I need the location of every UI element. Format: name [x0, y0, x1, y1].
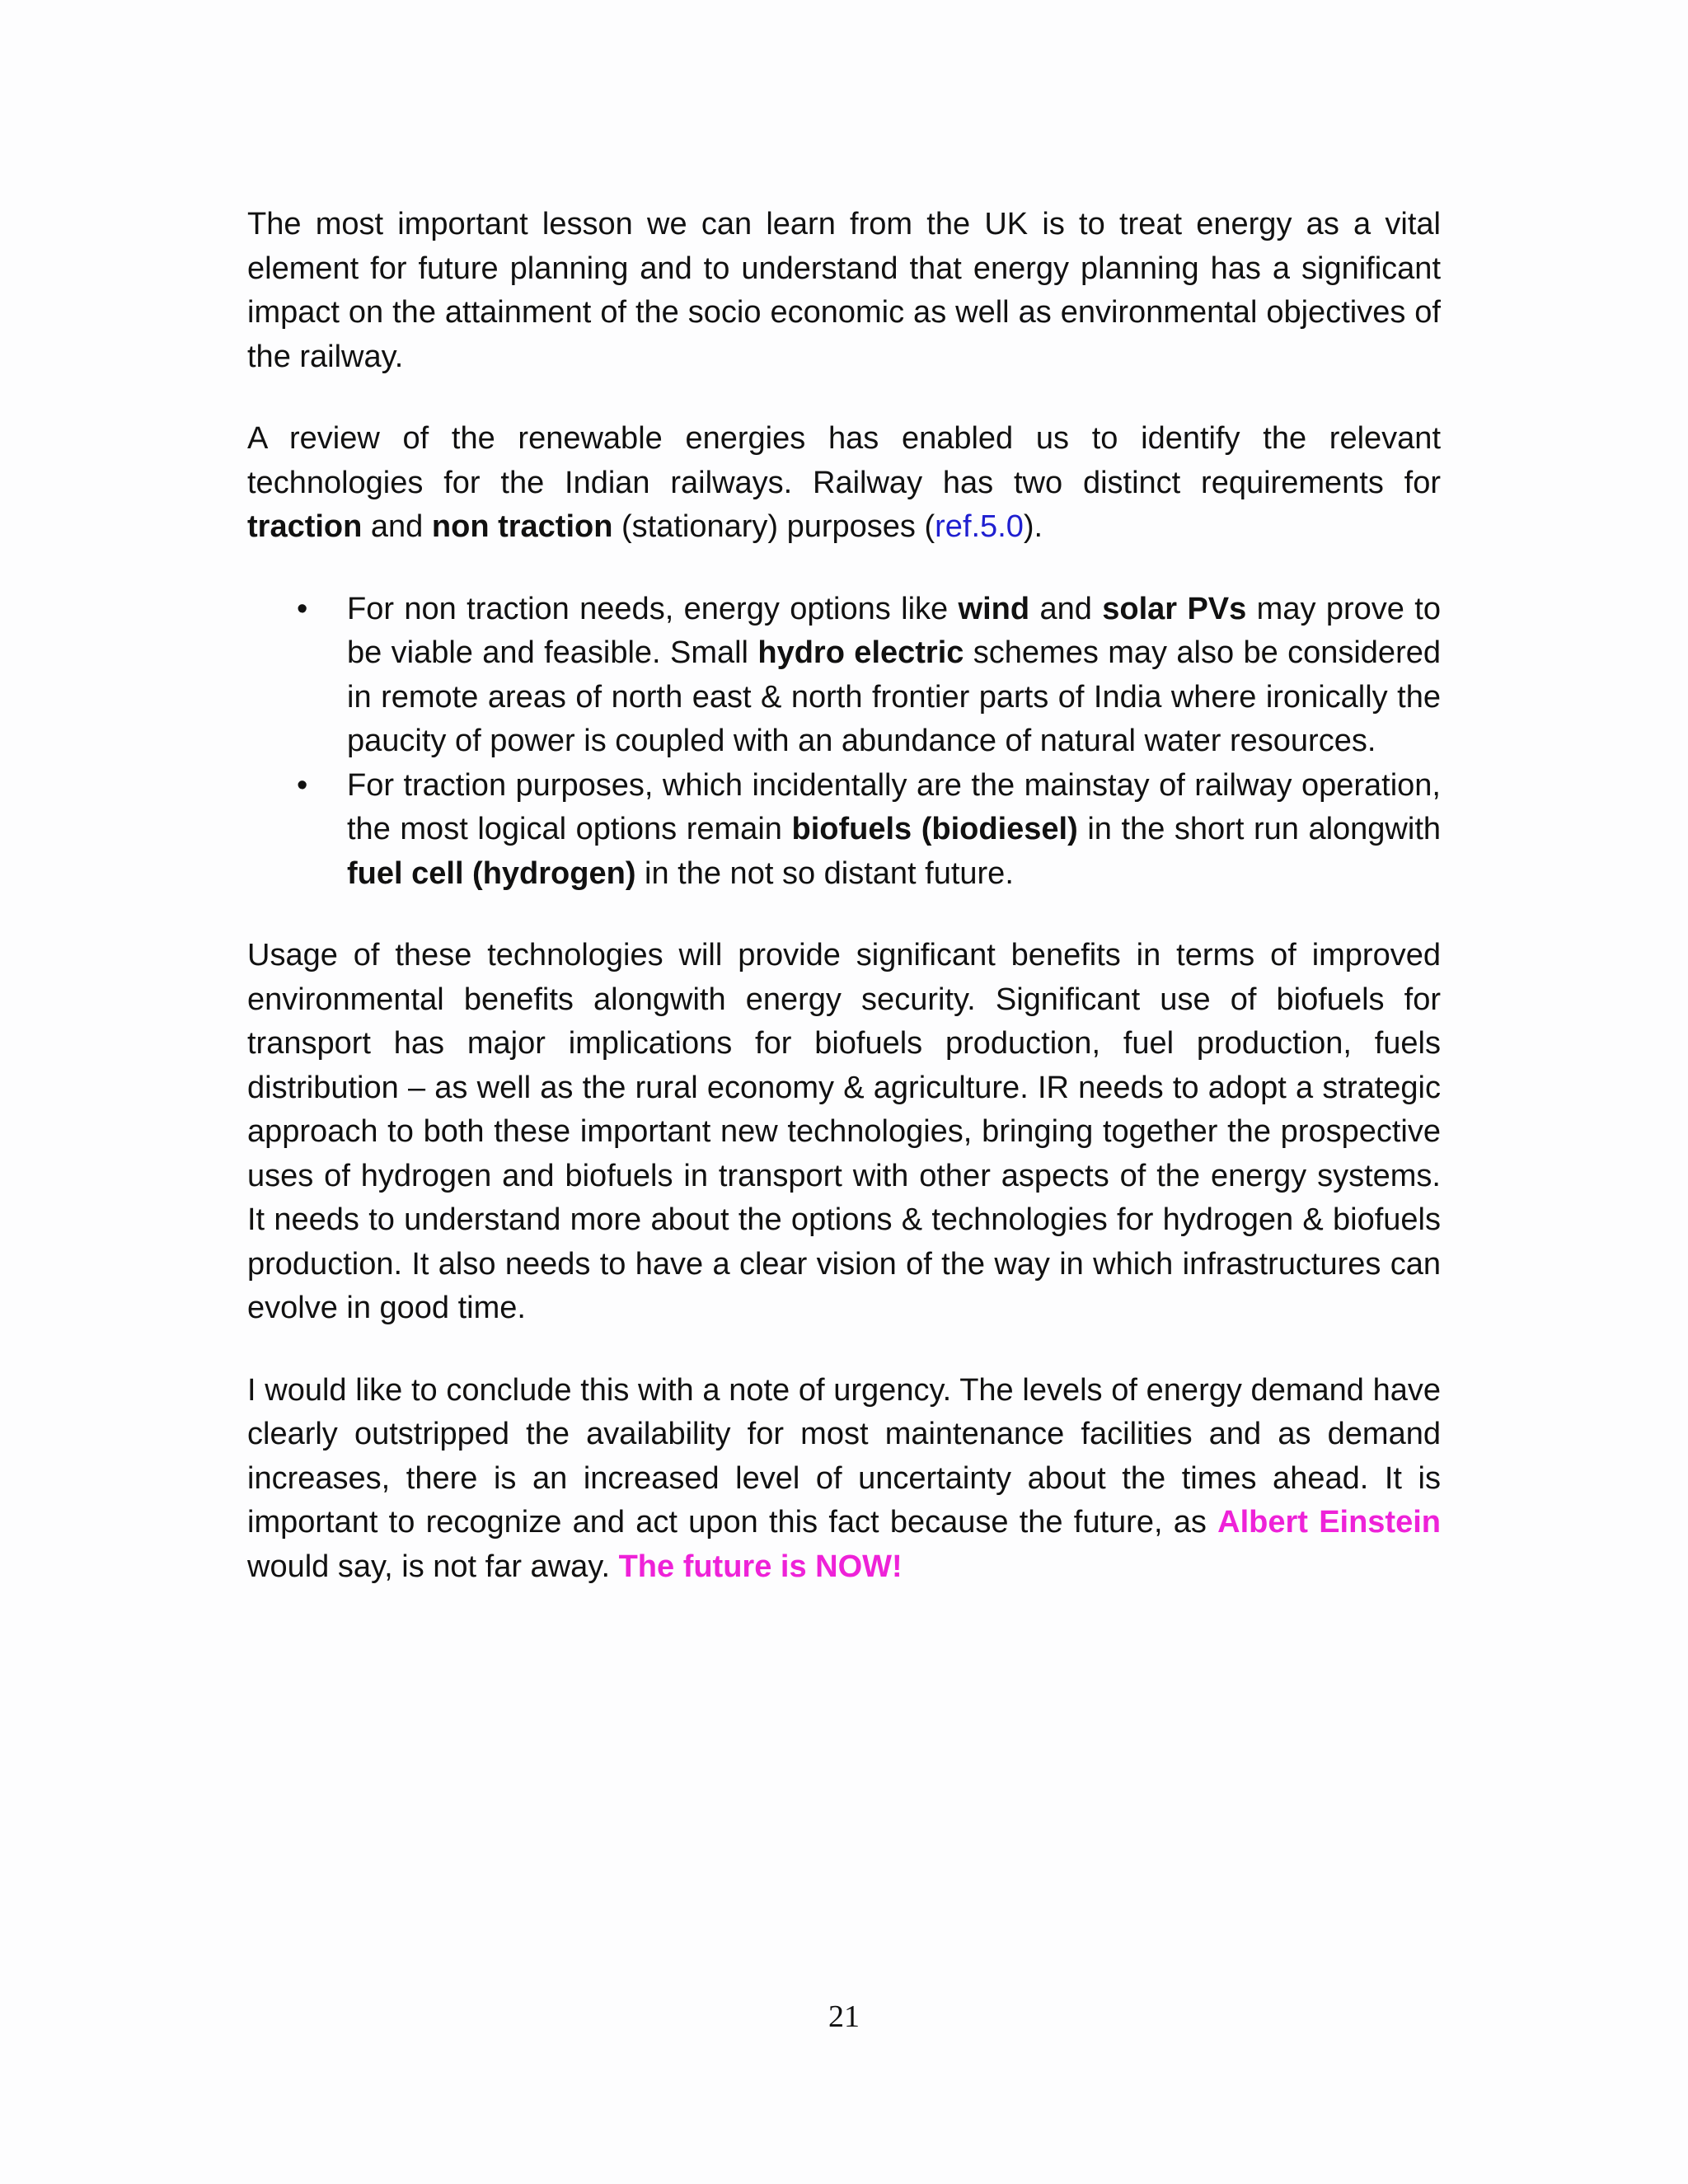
- bold-term-hydro-electric: hydro electric: [757, 635, 964, 670]
- bullet-text: in the short run alongwith: [1077, 812, 1442, 846]
- bullet-text: schemes may also be considered in remote areas of north east & north frontier parts of India where ironically the paucity of power is coupled with an abundance of natural water resources.: [347, 635, 1441, 758]
- bullet-text: may prove to be viable and feasible. Small: [347, 591, 1441, 670]
- bullet-list: [247, 588, 1441, 897]
- paragraph-technology-usage: [247, 934, 1441, 1331]
- bullet-item-traction: [247, 764, 1441, 897]
- bullet-item-non-traction: [247, 588, 1441, 764]
- document-page: [247, 203, 1441, 1627]
- bullet-icon: •: [297, 591, 308, 626]
- paragraph-text: ).: [1023, 509, 1043, 544]
- paragraph-text: I would like to conclude this with a note of urgency. The levels of energy demand have clearly outstripped the availability for most maintenance facilities and as demand increases, there is an increased level of uncertainty about the times ahead. It is important to recognize and act upon this fact because the future, as: [247, 1372, 1441, 1540]
- bold-term-traction: traction: [247, 509, 363, 544]
- bold-term-biofuels: biofuels (biodiesel): [791, 812, 1078, 846]
- paragraph-conclusion: [247, 1369, 1441, 1590]
- bold-term-fuel-cell: fuel cell (hydrogen): [347, 855, 636, 891]
- paragraph-text: The most important lesson we can learn from the UK is to treat energy as a vital element for future planning and to understand that energy planning has a significant impact on the attainment of the socio economic as well as environmental objectives of the railway.: [247, 207, 1441, 374]
- bold-term-wind: wind: [958, 591, 1030, 626]
- bullet-text: in the not so distant future.: [635, 855, 1014, 891]
- bullet-text: and: [1029, 591, 1103, 626]
- bold-term-solar-pvs: solar PVs: [1102, 591, 1247, 626]
- highlight-albert-einstein: Albert Einstein: [1217, 1505, 1441, 1540]
- bold-term-non-traction: non traction: [431, 509, 613, 544]
- paragraph-text: and: [362, 509, 432, 544]
- bullet-icon: •: [297, 767, 308, 803]
- paragraph-energy-lesson: [247, 203, 1441, 379]
- paragraph-text: Usage of these technologies will provide significant benefits in terms of improved environmental benefits alongwith energy security. Significant use of biofuels for transport has major implications for biofuels production, fuel production, fuels distribution – as well as the rural economy & agriculture. IR needs to adopt a strategic approach to both these important new technologies, bringing together the prospective uses of hydrogen and biofuels in transport with other aspects of the energy systems. It needs to understand more about the options & technologies for hydrogen & biofuels production. It also needs to have a clear vision of the way in which infrastructures can evolve in good time.: [247, 938, 1441, 1325]
- paragraph-text: (stationary) purposes (: [612, 509, 935, 544]
- bullet-text: For non traction needs, energy options like: [347, 591, 959, 626]
- paragraph-renewable-review: [247, 417, 1441, 550]
- paragraph-text: would say, is not far away.: [247, 1549, 619, 1584]
- page-number: 21: [828, 1999, 860, 2034]
- highlight-future-is-now: The future is NOW!: [618, 1549, 903, 1584]
- bullet-text: For traction purposes, which incidentally are the mainstay of railway operation, the most logical options remain: [347, 767, 1441, 846]
- paragraph-text: A review of the renewable energies has enabled us to identify the relevant technologies for the Indian railways. Railway has two distinct requirements for: [247, 421, 1441, 500]
- reference-link[interactable]: ref.5.0: [935, 509, 1024, 544]
